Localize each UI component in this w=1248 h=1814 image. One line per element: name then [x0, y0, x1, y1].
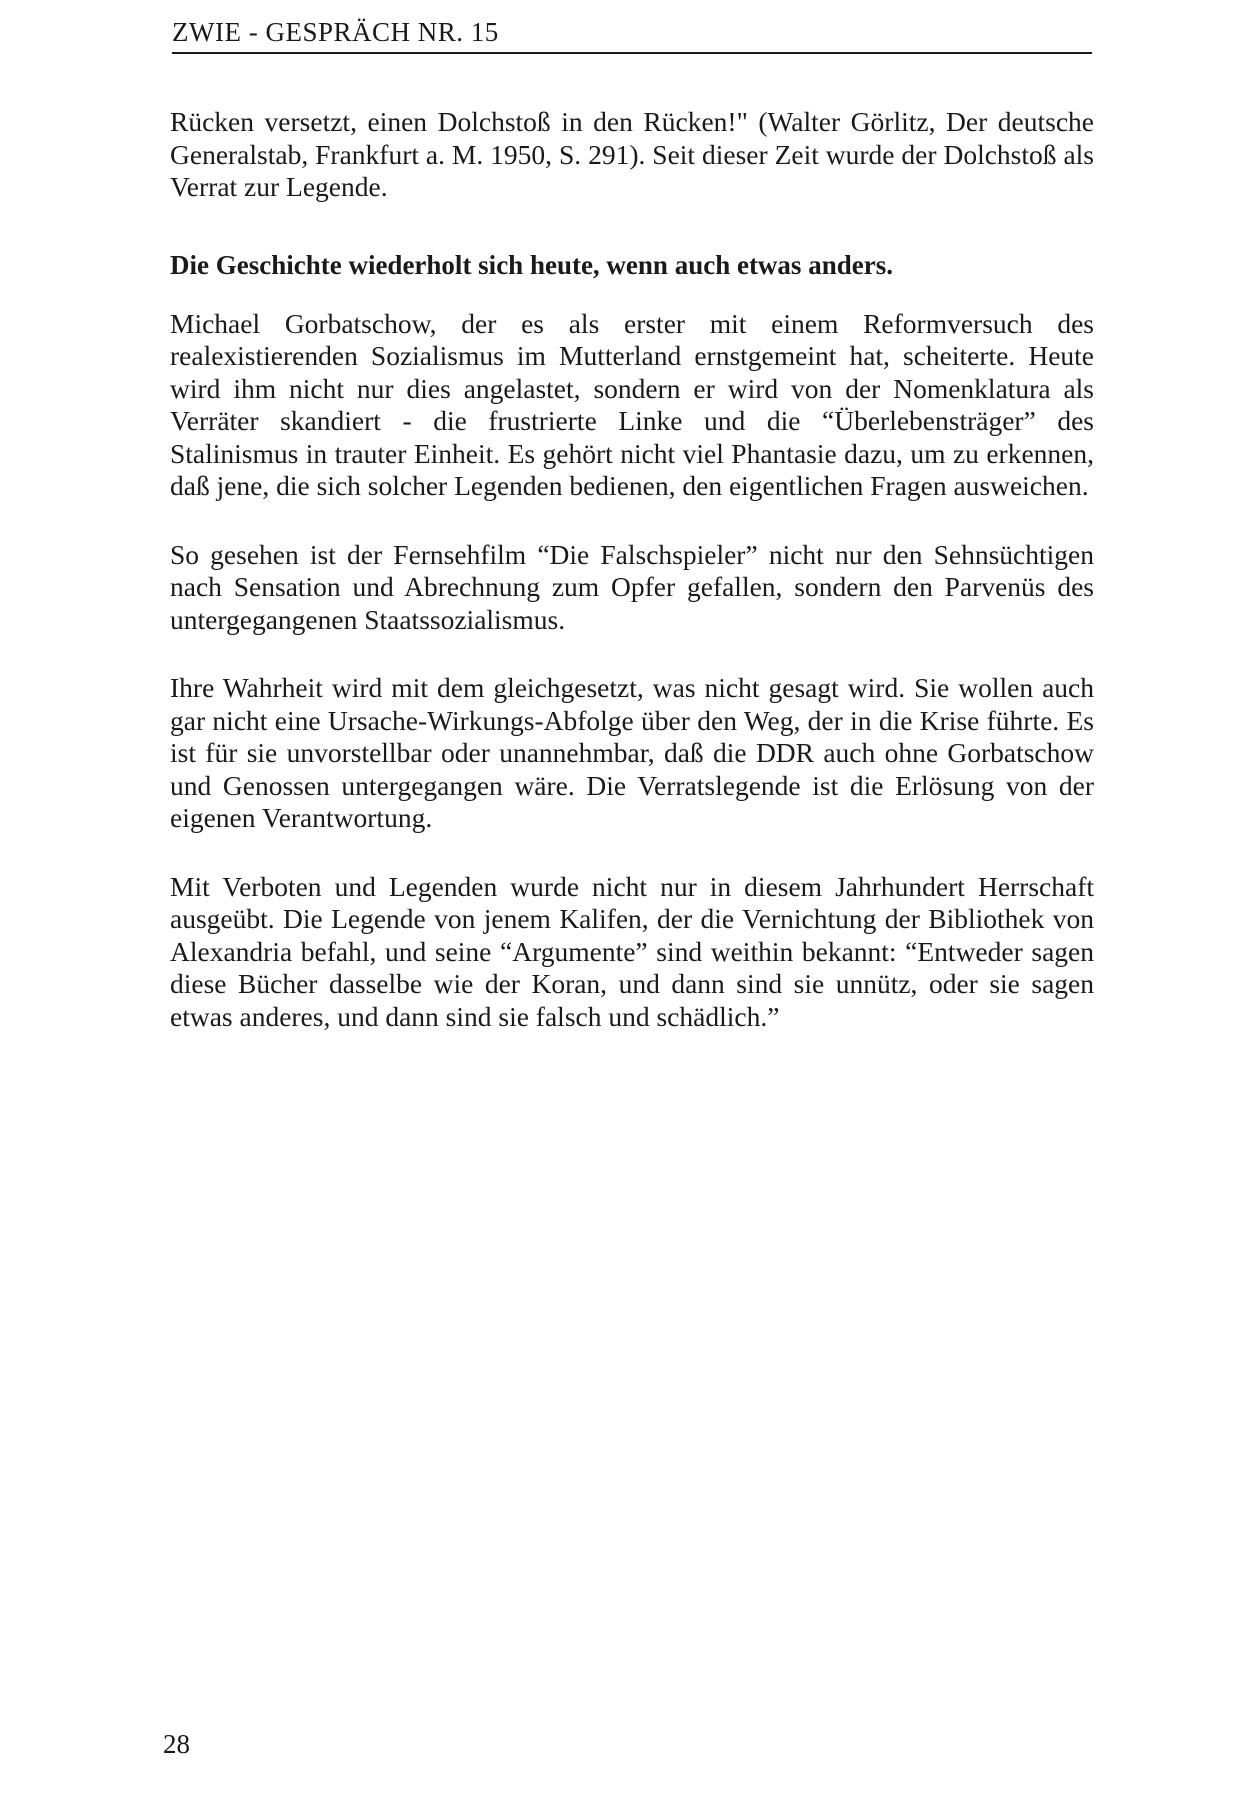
section-heading: Die Geschichte wiederholt sich heute, wenn auch etwas anders. — [170, 249, 893, 280]
header-rule — [172, 52, 1092, 54]
paragraph-4: Ihre Wahrheit wird mit dem gleichgesetzt, was nicht gesagt wird. Sie wollen auch gar nicht eine Ursache-Wirkungs-Abfolge über den Weg, der in die Krise führte. Es ist für sie unvorstellbar oder unannehmbar, daß die DDR auch ohne Gorbatschow und Genossen untergegangen wäre. Die Verratslegende ist die Erlösung von der eigenen Verantwortung. — [170, 672, 1094, 833]
page-body — [170, 106, 1094, 1033]
page-number: 28 — [163, 1729, 190, 1759]
paragraph-5: Mit Verboten und Legenden wurde nicht nur in diesem Jahrhundert Herrschaft ausgeübt. Die Legende von jenem Kalifen, der die Vernichtung der Bibliothek von Alexandria befahl, und seine “Argumente” sind weithin bekannt: “Entweder sagen diese Bücher dasselbe wie der Koran, und dann sind sie unnütz, oder sie sagen etwas anderes, und dann sind sie falsch und schädlich.” — [170, 870, 1094, 1032]
paragraph-1: Rücken versetzt, einen Dolchstoß in den Rücken!" (Walter Görlitz, Der deutsche Generalstab, Frankfurt a. M. 1950, S. 291). Seit dieser Zeit wurde der Dolchstoß als Verrat zur Legende. — [170, 106, 1094, 202]
paragraph-3: So gesehen ist der Fernsehfilm “Die Falschspieler” nicht nur den Sehnsüchtigen nach Sensation und Abrechnung zum Opfer gefallen, sondern den Parvenüs des untergegangenen Staatssozialismus. — [170, 538, 1094, 635]
paragraph-2: Michael Gorbatschow, der es als erster mit einem Reformversuch des realexistierenden Sozialismus im Mutterland ernstgemeint hat, scheiterte. Heute wird ihm nicht nur dies angelastet, sondern er wird von der Nomenklatura als Verräter skandiert - die frustrierte Linke und die “Überlebensträger” des Stalinismus in trauter Einheit. Es gehört nicht viel Phantasie dazu, um zu erkennen, daß jene, die sich solcher Legenden bedienen, den eigentlichen Fragen ausweichen. — [170, 307, 1094, 501]
running-header: ZWIE - GESPRÄCH NR. 15 — [172, 17, 499, 47]
